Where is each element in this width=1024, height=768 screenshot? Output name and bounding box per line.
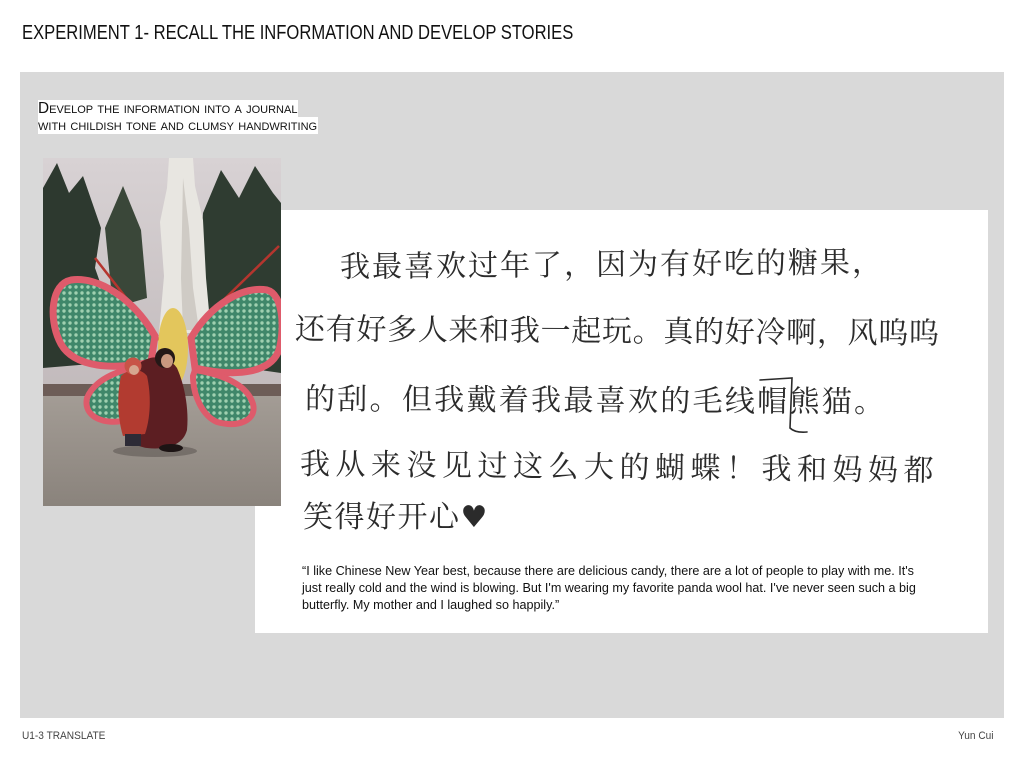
handwritten-line-2: 还有好多人来和我一起玩。真的好冷啊，风呜呜 [294,312,940,352]
handwritten-line-3: 的刮。但我戴着我最喜欢的毛线帽熊猫。 [304,382,887,421]
caption [38,100,318,134]
translation-line-2: just really cold and the wind is blowing. But I'm wearing my favorite panda wool hat. I've never seen such a big [302,581,916,595]
translation-quote [302,563,916,614]
child-legs [125,434,141,446]
family-photo [43,158,281,506]
mother-face [161,354,173,368]
page-title: EXPERIMENT 1- RECALL THE INFORMATION AND DEVELOP STORIES [22,22,574,44]
child-figure [118,370,150,436]
footer-author: Yun Cui [958,730,994,742]
translation-line-1: “I like Chinese New Year best, because there are delicious candy, there are a lot of people to play with me. It's [302,564,914,578]
mother-shoes [159,444,183,452]
caption-line-1: Develop the information into a journal [38,100,298,117]
translation-line-3: butterfly. My mother and I laughed so happily.” [302,598,560,612]
handwritten-line-4: 我从来没见过这么大的蝴蝶！我和妈妈都 [299,447,940,489]
handwritten-line-1: 我最喜欢过年了，因为有好吃的糖果， [339,245,885,285]
footer-course-label: U1-3 TRANSLATE [22,730,106,742]
journal-card [255,210,988,633]
caption-line-2: with childish tone and clumsy handwriting [38,117,318,134]
child-face [129,365,139,375]
handwritten-line-5: 笑得好开心♥ [303,500,489,535]
